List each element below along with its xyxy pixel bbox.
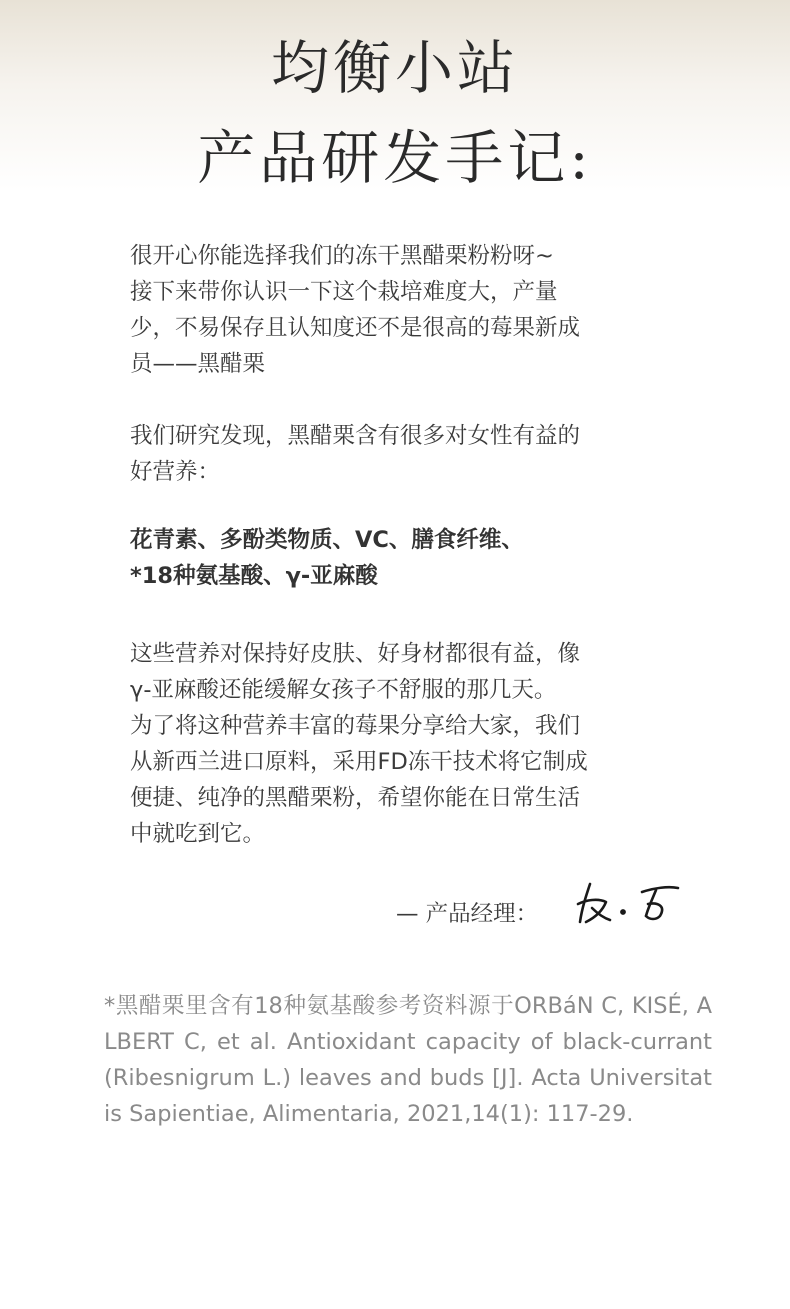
reference-footnote: *黑醋栗里含有18种氨基酸参考资料源于ORBáN C, KISÉ, ALBERT C, et al. Antioxidant capacity of black-currant (Ribesnigrum L.) leaves and buds [J]. Acta Universitatis Sapientiae, Alimentaria, 2021,14(1): 117-29. [104,993,712,1127]
benefits-paragraph [130,636,660,852]
intro-line: 接下来带你认识一下这个栽培难度大，产量 [130,279,558,305]
benefits-line: γ-亚麻酸还能缓解女孩子不舒服的那几天。 [130,677,557,703]
benefits-line: 为了将这种营养丰富的莓果分享给大家，我们 [130,713,581,739]
nutrients-line: *18种氨基酸、γ-亚麻酸 [130,563,378,589]
nutrients-paragraph [130,522,660,594]
discovery-line: 我们研究发现，黑醋栗含有很多对女性有益的 [130,423,581,449]
intro-line: 员——黑醋栗 [130,351,266,377]
article-body [130,238,660,852]
page-subtitle: 产品研发手记: [197,124,593,192]
signature-row [380,878,700,938]
benefits-line: 从新西兰进口原料，采用FD冻干技术将它制成 [130,749,588,775]
benefits-line: 中就吃到它。 [130,821,266,847]
signature-label: — 产品经理： [396,901,539,927]
nutrients-line: 花青素、多酚类物质、VC、膳食纤维、 [130,527,524,553]
intro-paragraph [130,238,660,382]
handwritten-signature-icon [576,878,682,930]
intro-line: 很开心你能选择我们的冻干黑醋栗粉粉呀~ [130,243,554,269]
discovery-paragraph [130,418,660,490]
benefits-line: 这些营养对保持好皮肤、好身材都很有益，像 [130,641,581,667]
page-title: 均衡小站 [270,34,519,102]
intro-line: 少，不易保存且认知度还不是很高的莓果新成 [130,315,581,341]
discovery-line: 好营养： [130,459,221,485]
benefits-line: 便捷、纯净的黑醋栗粉，希望你能在日常生活 [130,785,581,811]
